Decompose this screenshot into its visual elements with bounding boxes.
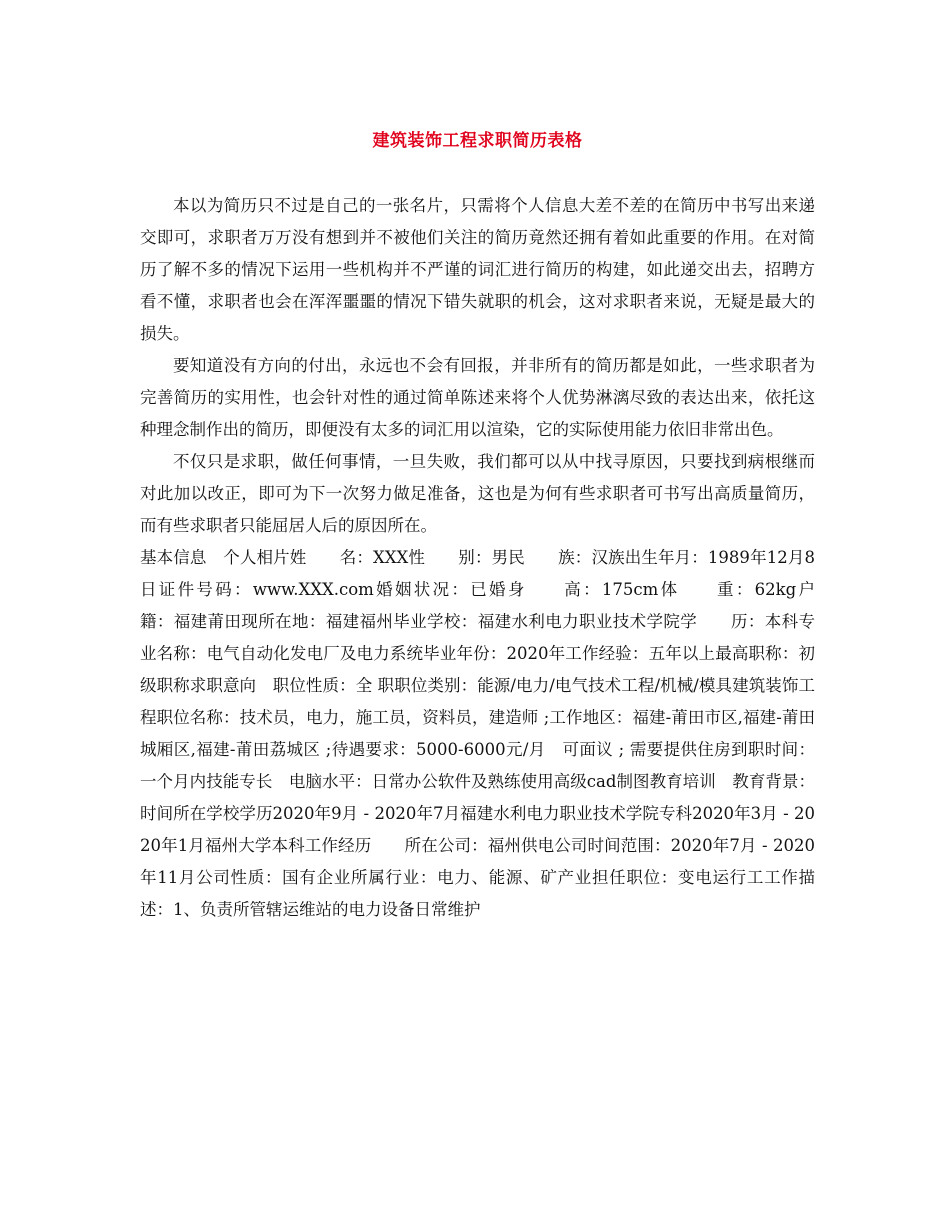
resume-info-block: 基本信息 个人相片姓 名：XXX性 别：男民 族：汉族出生年月：1989年12月8日证件号码：www.XXX.com婚姻状况：已婚身 高：175cm体 重：62kg户 籍：福建莆田现所在地：福建福州毕业学校：福建水利电力职业技术学院学 历：本科专业名称：电气自动化发电厂及电力系统毕业年份：2020年工作经验：五年以上最高职称：初级职称求职意向 职位性质：全 职职位类别：能源/电力/电气技术工程/机械/模具建筑装饰工程职位名称：技术员，电力，施工员，资料员，建造师 ;工作地区：福建-莆田市区,福建-莆田城厢区,福建-莆田荔城区 ;待遇要求：5000-6000元/月 可面议 ; 需要提供住房到职时间：一个月内技能专长 电脑水平：日常办公软件及熟练使用高级cad制图教育培训 教育背景：时间所在学校学历2020年9月 - 2020年7月福建水利电力职业技术学院专科2020年3月 - 2020年1月福州大学本科工作经历 所在公司：福州供电公司时间范围：2020年7月 - 2020年11月公司性质：国有企业所属行业：电力、能源、矿产业担任职位：变电运行工工作描述：1、负责所管辖运维站的电力设备日常维护: [140, 548, 848, 919]
document-body: [140, 190, 848, 926]
document-title: 建筑装饰工程求职简历表格: [372, 131, 583, 151]
paragraph-intro: 本以为简历只不过是自己的一张名片，只需将个人信息大差不差的在简历中书写出来递交即可，求职者万万没有想到并不被他们关注的简历竟然还拥有着如此重要的作用。在对简历了解不多的情况下运用一些机构并不严谨的词汇进行简历的构建，如此递交出去，招聘方看不懂，求职者也会在浑浑噩噩的情况下错失就职的机会，这对求职者来说，无疑是最大的损失。: [140, 196, 815, 343]
paragraph-direction: 要知道没有方向的付出，永远也不会有回报，并非所有的简历都是如此，一些求职者为完善简历的实用性，也会针对性的通过简单陈述来将个人优势淋漓尽致的表达出来，依托这种理念制作出的简历，即便没有太多的词汇用以渲染，它的实际使用能力依旧非常出色。: [140, 356, 815, 439]
paragraph-reason: 不仅只是求职，做任何事情，一旦失败，我们都可以从中找寻原因，只要找到病根继而对此加以改正，即可为下一次努力做足准备，这也是为何有些求职者可书写出高质量简历，而有些求职者只能屈居人后的原因所在。: [140, 452, 815, 535]
